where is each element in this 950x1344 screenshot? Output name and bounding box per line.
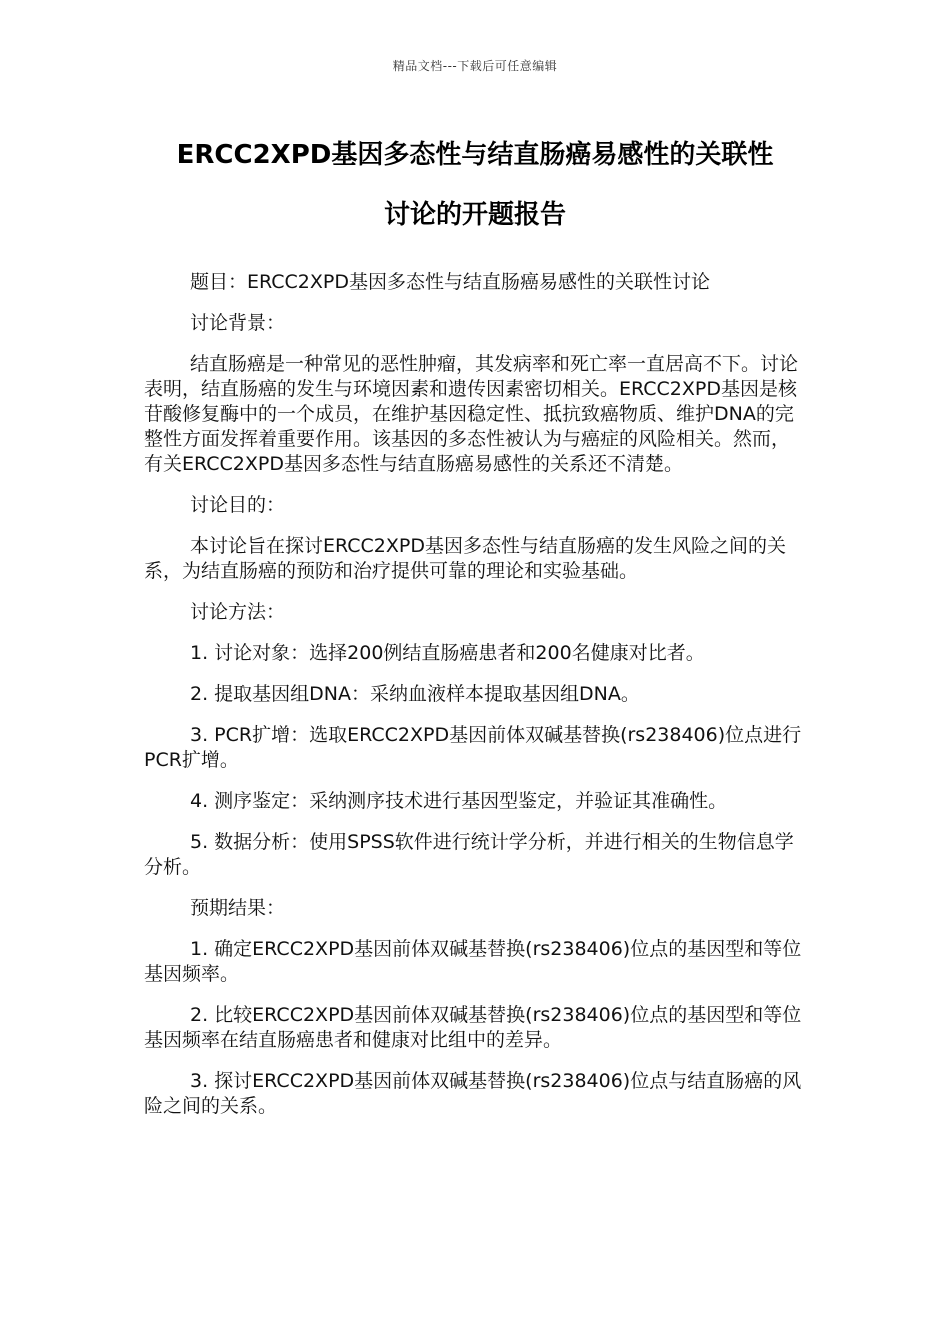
method-item-3: 3. PCR扩增：选取ERCC2XPD基因前体双碱基替换(rs238406)位点进行PCR扩增。: [144, 724, 802, 771]
paragraph-topic: 题目：ERCC2XPD基因多态性与结直肠癌易感性的关联性讨论: [190, 271, 710, 293]
result-item-3: 3. 探讨ERCC2XPD基因前体双碱基替换(rs238406)位点与结直肠癌的风险之间的关系。: [144, 1070, 802, 1117]
heading-methods: 讨论方法：: [190, 601, 286, 623]
method-item-4: 4. 测序鉴定：采纳测序技术进行基因型鉴定，并验证其准确性。: [190, 790, 728, 812]
result-item-2: 2. 比较ERCC2XPD基因前体双碱基替换(rs238406)位点的基因型和等位基因频率在结直肠癌患者和健康对比组中的差异。: [144, 1004, 802, 1051]
result-item-1: 1. 确定ERCC2XPD基因前体双碱基替换(rs238406)位点的基因型和等位基因频率。: [144, 938, 802, 985]
method-item-1: 1. 讨论对象：选择200例结直肠癌患者和200名健康对比者。: [190, 642, 705, 664]
header-note: 精品文档---下载后可任意编辑: [392, 59, 558, 73]
method-item-5: 5. 数据分析：使用SPSS软件进行统计学分析，并进行相关的生物信息学分析。: [144, 831, 794, 878]
document-title-line-2: 讨论的开题报告: [383, 200, 566, 230]
heading-expected-results: 预期结果：: [190, 897, 286, 919]
heading-background: 讨论背景：: [190, 312, 286, 334]
method-item-2: 2. 提取基因组DNA：采纳血液样本提取基因组DNA。: [190, 683, 640, 705]
paragraph-background: 结直肠癌是一种常见的恶性肿瘤，其发病率和死亡率一直居高不下。讨论表明，结直肠癌的发生与环境因素和遗传因素密切相关。ERCC2XPD基因是核苷酸修复酶中的一个成员，在维护基因稳定性、抵抗致癌物质、维护DNA的完整性方面发挥着重要作用。该基因的多态性被认为与癌症的风险相关。然而，有关ERCC2XPD基因多态性与结直肠癌易感性的关系还不清楚。: [144, 353, 799, 475]
document-body: [144, 270, 806, 1135]
document-title-line-1: ERCC2XPD基因多态性与结直肠癌易感性的关联性: [176, 140, 774, 170]
paragraph-purpose: 本讨论旨在探讨ERCC2XPD基因多态性与结直肠癌的发生风险之间的关系，为结直肠癌的预防和治疗提供可靠的理论和实验基础。: [144, 535, 786, 582]
heading-purpose: 讨论目的：: [190, 494, 286, 516]
